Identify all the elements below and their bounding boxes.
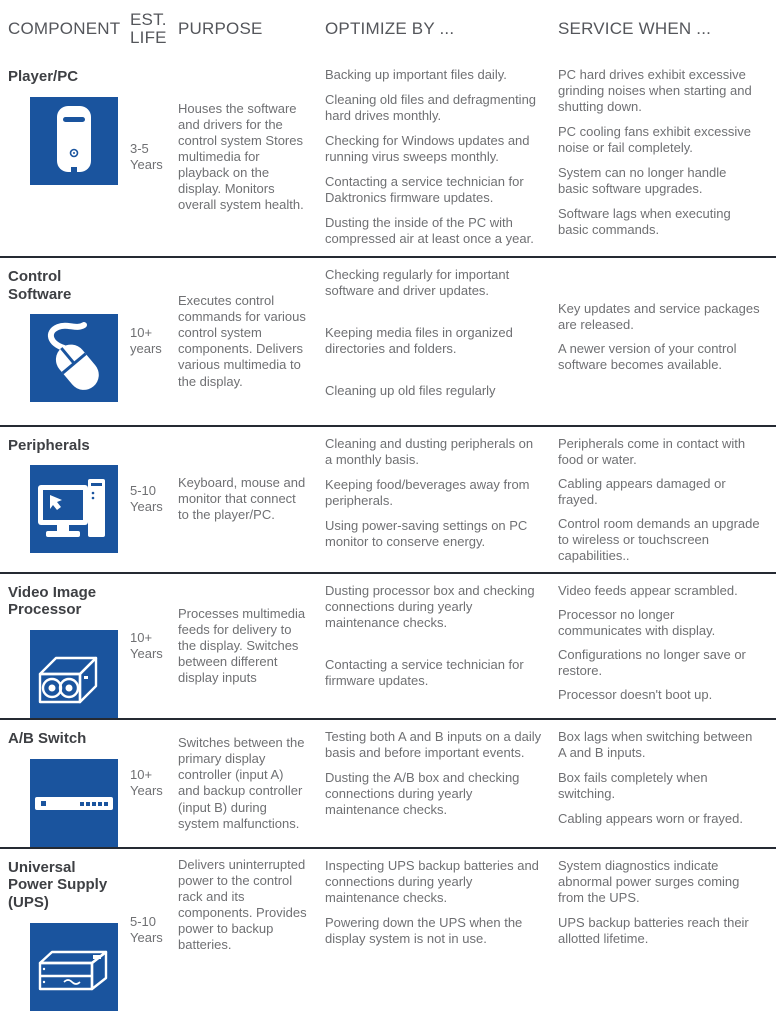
optimize-item: Contacting a service technician for Daktronics firmware updates. xyxy=(325,173,524,205)
service-item: PC hard drives exhibit excessive grinding noises when starting and shutting down. xyxy=(558,67,752,114)
service-when-cell xyxy=(558,258,776,425)
service-item: System diagnostics indicate abnormal power surges coming from the UPS. xyxy=(558,857,740,905)
service-item: PC cooling fans exhibit excessive noise or fail completely. xyxy=(558,123,751,155)
est-life-value: 10+ xyxy=(130,767,153,783)
service-when-cell xyxy=(558,849,776,1011)
table-row xyxy=(0,718,776,847)
service-item: Configurations no longer save or restore. xyxy=(558,646,746,678)
purpose-cell xyxy=(178,720,325,847)
purpose-text: Switches between the primary display controller (input A) and backup controller (input B) during system malfunctions. xyxy=(178,735,305,831)
service-item: Cabling appears worn or frayed. xyxy=(558,810,743,826)
est-life-unit: Years xyxy=(130,783,163,799)
table-row xyxy=(0,256,776,425)
optimize-item: Keeping food/beverages away from peripherals. xyxy=(325,476,530,508)
purpose-cell xyxy=(178,574,325,718)
optimize-item: Backing up important files daily. xyxy=(325,67,507,82)
purpose-text: Keyboard, mouse and monitor that connect to the player/PC. xyxy=(178,475,306,523)
header-optimize-by: OPTIMIZE BY ... xyxy=(325,19,455,39)
optimize-item: Powering down the UPS when the display system is not in use. xyxy=(325,914,523,946)
service-item: Software lags when executing basic commands. xyxy=(558,205,731,237)
table-row xyxy=(0,847,776,1011)
service-item: Peripherals come in contact with food or water. xyxy=(558,435,746,467)
component-title: Control Software xyxy=(8,267,72,303)
service-item: Key updates and service packages are released. xyxy=(558,301,760,333)
optimize-item: Contacting a service technician for firmware updates. xyxy=(325,656,524,688)
component-cell xyxy=(0,720,130,847)
header-purpose: PURPOSE xyxy=(178,19,263,39)
purpose-text: Delivers uninterrupted power to the control rack and its components. Provides power to backup batteries. xyxy=(178,856,307,953)
header-est-life: EST. LIFE xyxy=(130,10,167,47)
service-when-cell xyxy=(558,574,776,718)
service-when-cell xyxy=(558,720,776,847)
video-image-processor-icon xyxy=(30,630,118,718)
est-life-unit: Years xyxy=(130,499,163,515)
est-life-unit: Years xyxy=(130,156,163,172)
est-life-unit: Years xyxy=(130,929,163,945)
optimize-item: Using power-saving settings on PC monitor to conserve energy. xyxy=(325,517,528,549)
service-item: Video feeds appear scrambled. xyxy=(558,582,738,598)
service-item: Cabling appears damaged or frayed. xyxy=(558,475,726,507)
service-item: Processor doesn't boot up. xyxy=(558,686,713,702)
table-row xyxy=(0,58,776,256)
optimize-item: Dusting the A/B box and checking connections during yearly maintenance checks. xyxy=(325,770,520,817)
est-life-cell xyxy=(130,849,178,1011)
table-row xyxy=(0,425,776,572)
service-item: A newer version of your control software becomes available. xyxy=(558,341,737,373)
optimize-item: Cleaning up old files regularly xyxy=(325,382,496,398)
service-when-cell xyxy=(558,58,776,256)
purpose-cell xyxy=(178,427,325,572)
player-pc-icon xyxy=(30,97,118,185)
optimize-by-cell xyxy=(325,574,558,718)
component-cell xyxy=(0,258,130,425)
optimize-item: Cleaning old files and defragmenting hard drives monthly. xyxy=(325,91,537,123)
purpose-cell xyxy=(178,849,325,1011)
optimize-by-cell xyxy=(325,58,558,256)
component-title: A/B Switch xyxy=(8,730,87,748)
optimize-by-cell xyxy=(325,849,558,1011)
control-software-mouse-icon xyxy=(30,314,118,402)
service-item: System can no longer handle basic software upgrades. xyxy=(558,164,727,196)
service-item: Processor no longer communicates with display. xyxy=(558,606,716,638)
optimize-item: Checking for Windows updates and running virus sweeps monthly. xyxy=(325,132,530,164)
ups-icon xyxy=(30,923,118,1011)
est-life-cell xyxy=(130,574,178,718)
optimize-item: Keeping media files in organized directories and folders. xyxy=(325,324,513,356)
component-cell xyxy=(0,849,130,1011)
est-life-value: 10+ xyxy=(130,325,153,341)
optimize-by-cell xyxy=(325,427,558,572)
service-item: Control room demands an upgrade to wireless or touchscreen capabilities.. xyxy=(558,515,760,563)
service-item: Box lags when switching between A and B inputs. xyxy=(558,729,753,761)
optimize-item: Dusting the inside of the PC with compressed air at least once a year. xyxy=(325,214,534,246)
service-item: UPS backup batteries reach their allotted lifetime. xyxy=(558,914,749,946)
table-row xyxy=(0,572,776,718)
component-title: Universal Power Supply (UPS) xyxy=(8,858,108,912)
optimize-item: Inspecting UPS backup batteries and connections during yearly maintenance checks. xyxy=(325,857,539,905)
service-item: Box fails completely when switching. xyxy=(558,770,708,801)
purpose-cell xyxy=(178,58,325,256)
est-life-unit: years xyxy=(130,341,162,357)
purpose-text: Processes multimedia feeds for delivery to the display. Switches between different display inputs xyxy=(178,605,306,686)
optimize-item: Dusting processor box and checking connections during yearly maintenance checks. xyxy=(325,582,535,630)
est-life-unit: Years xyxy=(130,645,163,661)
ab-switch-icon xyxy=(30,759,118,847)
service-when-cell xyxy=(558,427,776,572)
optimize-item: Checking regularly for important software and driver updates. xyxy=(325,266,510,298)
est-life-value: 5-10 xyxy=(130,482,157,498)
component-cell xyxy=(0,427,130,572)
component-cell xyxy=(0,58,130,256)
component-title: Video Image Processor xyxy=(8,583,97,619)
est-life-cell xyxy=(130,720,178,847)
optimize-by-cell xyxy=(325,720,558,847)
purpose-text: Houses the software and drivers for the control system Stores multimedia for playback on the display. Monitors overall system health. xyxy=(178,100,304,213)
est-life-value: 10+ xyxy=(130,629,153,645)
header-component: COMPONENT xyxy=(8,19,121,39)
header-service-when: SERVICE WHEN ... xyxy=(558,19,712,39)
component-title: Peripherals xyxy=(8,436,90,454)
purpose-cell xyxy=(178,258,325,425)
est-life-value: 5-10 xyxy=(130,913,157,929)
optimize-item: Cleaning and dusting peripherals on a monthly basis. xyxy=(325,435,534,467)
component-title: Player/PC xyxy=(8,68,79,85)
optimize-item: Testing both A and B inputs on a daily basis and before important events. xyxy=(325,729,542,761)
optimize-by-cell xyxy=(325,258,558,425)
est-life-cell xyxy=(130,427,178,572)
peripherals-icon xyxy=(30,465,118,553)
est-life-value: 3-5 xyxy=(130,140,149,156)
component-cell xyxy=(0,574,130,718)
purpose-text: Executes control commands for various control system components. Delivers various multimedia to the display. xyxy=(178,292,306,389)
est-life-cell xyxy=(130,258,178,425)
est-life-cell xyxy=(130,58,178,256)
table-header xyxy=(0,0,776,58)
